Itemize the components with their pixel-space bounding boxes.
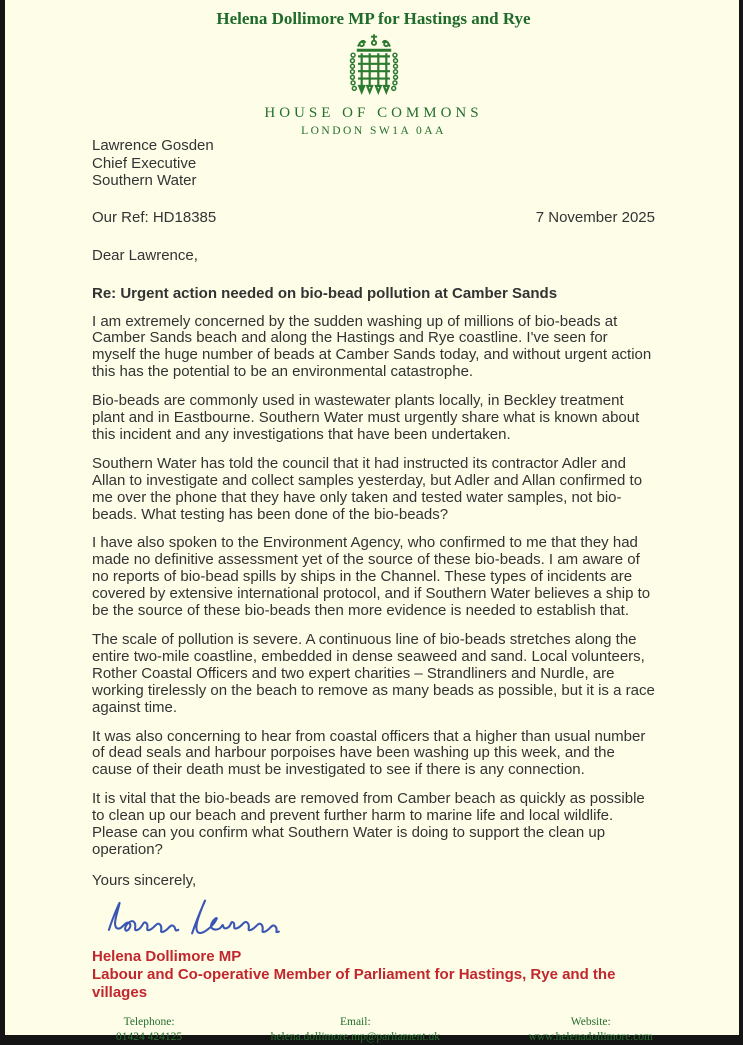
our-ref: Our Ref: HD18385 (92, 208, 217, 226)
paragraph-5: The scale of pollution is severe. A continuous line of bio-beads stretches along the entire two-mile coastline, embedded in dense seaweed and sand. Local volunteers, Rother Coastal Officers and two expert charities – Strandliners and Nurdle, are working tirelessly on the beach to remove as many beads as possible, but it is a race against time. (92, 631, 655, 716)
reference-row (92, 209, 655, 226)
paragraph-3: Southern Water has told the council that it had instructed its contractor Adler and Allan to investigate and collect samples yesterday, but Adler and Allan confirmed to me over the phone that they have only taken and tested water samples, not bio-beads. What testing has been done of the bio-beads? (92, 454, 643, 523)
letter-page (5, 0, 739, 1043)
website-label: Website: (570, 1015, 611, 1028)
closing-phrase: Yours sincerely, (92, 871, 197, 889)
recipient-name: Lawrence Gosden (92, 137, 214, 154)
salutation: Dear Lawrence, (92, 246, 198, 264)
recipient-company: Southern Water (92, 172, 197, 189)
letterhead-mp-title: Helena Dollimore MP for Hastings and Rye (216, 9, 531, 28)
telephone-value: 01424 424125 (116, 1030, 183, 1043)
house-of-commons-address: LONDON SW1A 0AA (301, 125, 446, 137)
footer-email (271, 1015, 440, 1045)
recipient-block (92, 137, 655, 190)
email-value: helena.dollimore.mp@parliament.uk (270, 1030, 440, 1043)
footer-telephone (116, 1015, 182, 1045)
subject-line: Re: Urgent action needed on bio-bead pollution at Camber Sands (92, 284, 558, 302)
signoff-role: Labour and Co-operative Member of Parliament for Hastings, Rye and the villages (92, 965, 616, 1001)
paragraph-4: I have also spoken to the Environment Agency, who confirmed to me that they had made no definitive assessment yet of the source of these bio-beads. I am aware of no reports of bio-bead spills by ships in the Channel. These types of incidents are covered by extensive international protocol, and if Southern Water believes a ship to be the source of these bio-beads then more evidence is needed to establish that. (92, 534, 651, 620)
signature-handwriting (96, 890, 316, 942)
paragraph-6: It was also concerning to hear from coastal officers that a higher than usual number of dead seals and harbour porpoises have been washing up this week, and the cause of their death must be investigated to see if there is any connection. (92, 727, 646, 779)
paragraph-2: Bio-beads are commonly used in wastewater plants locally, in Beckley treatment plant and in Eastbourne. Southern Water must urgently share what is known about this incident and any investigations that have been undertaken. (92, 392, 640, 443)
signoff-name: Helena Dollimore MP (92, 947, 242, 965)
footer-website (529, 1015, 653, 1045)
website-value: www.helenadollimore.com (528, 1030, 653, 1043)
recipient-role: Chief Executive (92, 154, 197, 172)
footer-contact-bar (92, 1015, 655, 1045)
portcullis-crest-icon (343, 33, 405, 97)
email-label: Email: (339, 1015, 371, 1028)
letter-date: 7 November 2025 (535, 208, 655, 226)
house-of-commons-heading: HOUSE OF COMMONS (264, 105, 483, 121)
paragraph-1: I am extremely concerned by the sudden washing up of millions of bio-beads at Camber Sands beach and along the Hastings and Rye coastline. I've seen for myself the huge number of beads at Camber Sands today, and without urgent action this has the potential to be an environmental catastrophe. (92, 312, 652, 381)
paragraph-7: It is vital that the bio-beads are removed from Camber beach as quickly as possible to clean up our beach and prevent further harm to marine life and local wildlife. Please can you confirm what Southern Water is doing to support the clean up operation? (92, 790, 645, 858)
telephone-label: Telephone: (123, 1015, 175, 1028)
letter-content (5, 0, 739, 1045)
signoff-block (92, 948, 655, 1002)
